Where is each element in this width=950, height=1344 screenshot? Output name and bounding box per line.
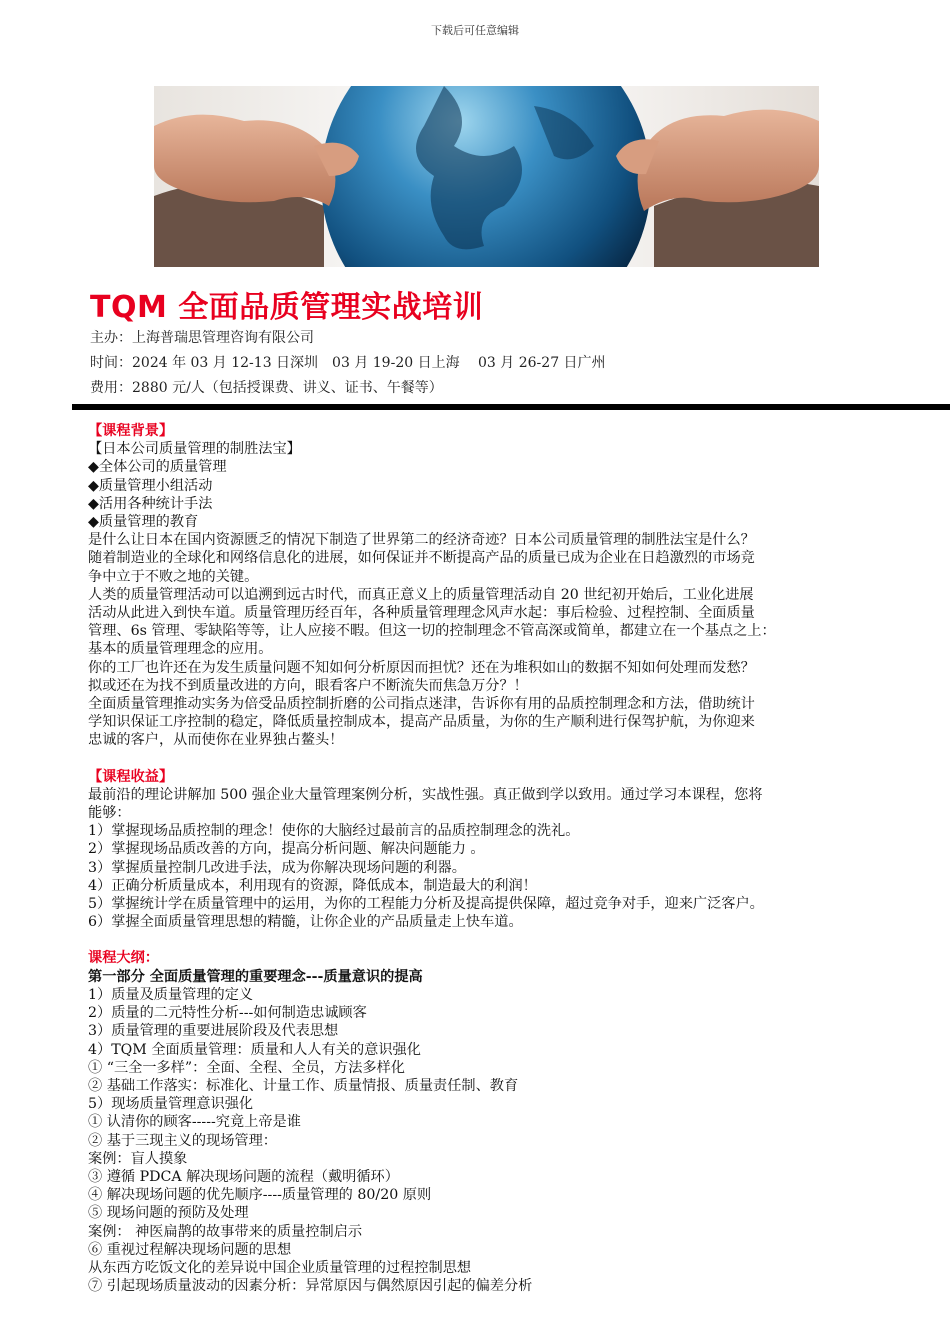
outline-line: 案例： 神医扁鹊的故事带来的质量控制启示: [88, 1223, 363, 1240]
background-line: 基本的质量管理理念的应用。: [88, 641, 273, 658]
outline-line: ⑦ 引起现场质量波动的因素分析：异常原因与偶然原因引起的偏差分析: [88, 1278, 533, 1295]
outline-line: 2）质量的二元特性分析---如何制造忠诚顾客: [88, 1005, 367, 1022]
outline-heading: 课程大纲：: [88, 950, 159, 967]
outline-line: 案例：盲人摸象: [88, 1150, 188, 1167]
outline-line: ③ 遵循 PDCA 解决现场问题的流程（戴明循环）: [88, 1168, 399, 1185]
benefit-line: 能够：: [88, 805, 131, 822]
outline-line: 1）质量及质量管理的定义: [88, 986, 254, 1003]
background-line: ◆全体公司的质量管理: [88, 459, 227, 476]
outline-line: ⑤ 现场问题的预防及处理: [88, 1205, 249, 1222]
background-line: ◆质量管理小组活动: [88, 477, 213, 494]
benefit-line: 5）掌握统计学在质量管理中的运用，为你的工程能力分析及提高提供保障，超过竞争对手，迎来广泛客户。: [88, 896, 764, 913]
background-line: 拟或还在为找不到质量改进的方向，眼看客户不断流失而焦急万分？！: [88, 677, 528, 694]
background-line: 忠诚的客户，从而使你在业界独占鳌头！: [88, 732, 344, 749]
outline-part1-title: 第一部分 全面质量管理的重要理念---质量意识的提高: [88, 968, 423, 985]
course-content: [88, 422, 888, 1295]
benefits-section: [88, 786, 888, 932]
background-line: 你的工厂也许还在为发生质量问题不知如何分析原因而担忧？还在为堆积如山的数据不知如何处理而发愁？: [88, 659, 755, 676]
page-title: TQM 全面品质管理实战培训: [90, 290, 484, 325]
header-note: 下载后可任意编辑: [431, 24, 519, 37]
background-line: 争中立于不败之地的关键。: [88, 568, 259, 585]
background-line: ◆质量管理的教育: [88, 514, 199, 531]
benefits-heading: 【课程收益】: [88, 768, 174, 785]
background-line: 全面质量管理推动实务为倍受品质控制折磨的公司指点迷津，告诉你有用的品质控制理念和方法，借助统计: [88, 696, 755, 713]
benefit-line: 1）掌握现场品质控制的理念！使你的大脑经过最前言的品质控制理念的洗礼。: [88, 823, 580, 840]
background-line: 【日本公司质量管理的制胜法宝】: [88, 441, 301, 458]
outline-line: ② 基础工作落实：标准化、计量工作、质量情报、质量责任制、教育: [88, 1077, 519, 1094]
outline-line: 4）TQM 全面质量管理：质量和人人有关的意识强化: [88, 1041, 421, 1058]
background-line: ◆活用各种统计手法: [88, 495, 213, 512]
background-line: 管理、6s 管理、零缺陷等等，让人应接不暇。但这一切的控制理念不管高深或简单，都建立在一个基点之上：: [88, 623, 776, 640]
outline-line: 从东西方吃饭文化的差异说中国企业质量管理的过程控制思想: [88, 1259, 472, 1276]
background-line: 人类的质量管理活动可以追溯到远古时代，而真正意义上的质量管理活动自 20 世纪初开始后，工业化进展: [88, 586, 754, 603]
benefit-line: 最前沿的理论讲解加 500 强企业大量管理案例分析，实战性强。真正做到学以致用。通过学习本课程，您将: [88, 786, 763, 803]
benefit-line: 2）掌握现场品质改善的方向，提高分析问题、解决问题能力 。: [88, 841, 485, 858]
background-section: [88, 440, 888, 749]
outline-line: 5）现场质量管理意识强化: [88, 1096, 254, 1113]
background-heading: 【课程背景】: [88, 423, 174, 439]
background-line: 活动从此进入到快车道。质量管理历经百年，各种质量管理理念风声水起：事后检验、过程控制、全面质量: [88, 605, 755, 622]
background-line: 是什么让日本在国内资源匮乏的情况下制造了世界第二的经济奇迹？日本公司质量管理的制胜法宝是什么？: [88, 532, 755, 549]
outline-section: [88, 986, 888, 1295]
outline-line: ⑥ 重视过程解决现场问题的思想: [88, 1241, 292, 1258]
time-line: 时间：2024 年 03 月 12-13 日深圳 03 月 19-20 日上海 03 月 26-27 日广州: [90, 355, 606, 371]
fee-line: 费用：2880 元/人（包括授课费、讲义、证书、午餐等）: [90, 380, 443, 396]
benefit-line: 3）掌握质量控制几改进手法，成为你解决现场问题的利器。: [88, 859, 466, 876]
benefit-line: 6）掌握全面质量管理思想的精髓，让你企业的产品质量走上快车道。: [88, 914, 523, 931]
benefit-line: 4）正确分析质量成本，利用现有的资源，降低成本，制造最大的利润！: [88, 877, 537, 894]
hero-globe-image: [154, 86, 819, 267]
outline-line: ② 基于三现主义的现场管理：: [88, 1132, 277, 1149]
outline-line: 3）质量管理的重要进展阶段及代表思想: [88, 1023, 339, 1040]
section-divider: [72, 404, 950, 410]
outline-line: ④ 解决现场问题的优先顺序----质量管理的 80/20 原则: [88, 1187, 432, 1204]
outline-line: ① “三全一多样”：全面、全程、全员，方法多样化: [88, 1059, 405, 1076]
organizer-line: 主办：上海普瑞思管理咨询有限公司: [90, 330, 314, 346]
background-line: 随着制造业的全球化和网络信息化的进展，如何保证并不断提高产品的质量已成为企业在日趋激烈的市场竞: [88, 550, 755, 567]
outline-line: ① 认清你的顾客-----究竟上帝是谁: [88, 1114, 301, 1131]
background-line: 学知识保证工序控制的稳定，降低质量控制成本，提高产品质量，为你的生产顺利进行保驾护航，为你迎来: [88, 714, 755, 731]
